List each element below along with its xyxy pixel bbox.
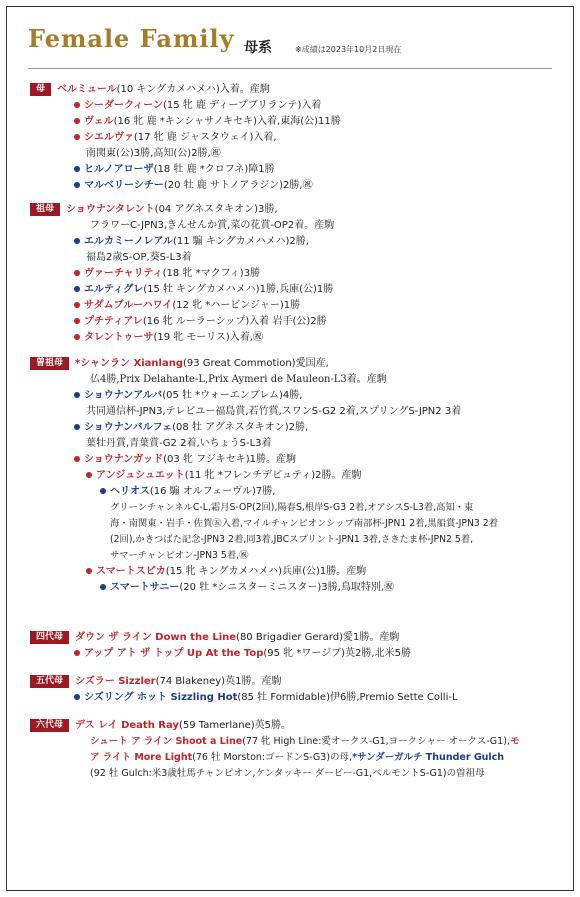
dam-child-name: マルベリーシチー [84,180,164,191]
helios-record: グリーンチャンネルC-L,霜月S-OP(2回),陽春S,根岸S-G3 2着,オアシスS-L3着,高知・東 [110,502,474,513]
great-child-name: ショウナンアルバ [84,390,163,401]
g5-name: シズラー Sizzler [75,676,156,687]
filly-dot-icon [86,472,92,478]
grandam-child [74,298,560,314]
section-great-grandam [30,356,560,624]
g4-child-detail: (95 牝 *ワージブ)英2勝,北米5勝 [263,648,411,659]
filly-dot-icon [74,102,80,108]
dam-child-detail: (15 牝 鹿 ディープブリランテ)入着 [163,100,322,111]
dam-child-name: シーダークィーン [84,100,163,111]
smart-sunny-line [100,580,560,596]
g5-child-name: シズリング ホット Sizzling Hot [84,692,238,703]
colt-dot-icon [100,584,106,590]
great-great-grandchildren [86,484,560,564]
g4-children [30,646,560,662]
filly-dot-icon [74,456,80,462]
great-child-detail: (08 牡 アグネスタキオン)2勝, [172,422,309,433]
g6-text-detail: (76 牡 Morston:ゴードンS-G3)の母, [192,752,353,763]
great-child-detail: (03 牝 フジキセキ)1勝。産駒 [163,454,296,465]
g4-child [74,646,560,662]
dam-line [30,82,560,98]
g6-horse-name: モ [509,736,520,747]
g5-child-detail: (85 牡 Formidable)伊6勝,Premio Sette Colli-L [237,692,458,703]
grandam-child-detail: (11 騸 キングカメハメハ)2勝, [173,236,309,247]
smart-spica-children [86,580,560,596]
pedigree-content [30,82,560,788]
dam-child [74,130,560,146]
grandam-child-detail: (12 牝 *ハービンジャー)1勝 [172,300,301,311]
filly-dot-icon [74,134,80,140]
grandam-name: ショウナンタレント [66,204,155,215]
colt-dot-icon [74,392,80,398]
section-g5 [30,674,560,712]
badge-g6: 六代母 [30,719,69,732]
colt-dot-icon [74,694,80,700]
colt-dot-icon [74,424,80,430]
grandam-cont: フラワーC-JPN3,きんせんか賞,菜の花賞-OP2着。産駒 [90,220,335,231]
dam-child-name: ヒルノアローザ [84,164,154,175]
smart-sunny-name: スマートサニー [110,582,180,593]
badge-dam: 母 [30,83,51,96]
great-grandchild-name: スマートスピカ [96,566,166,577]
dam-child [74,178,560,194]
colt-dot-icon [74,182,80,188]
dam-child-name: ヴェル [84,116,114,127]
g6-name: デス レイ Death Ray [75,720,179,731]
grandam-child [74,314,560,330]
header-rule [28,68,552,69]
smart-sunny-detail: (20 牡 *シニスターミニスター)3勝,鳥取特別,㊗ [179,582,395,593]
g6-text-detail: (77 牝 High Line:愛オークス-G1,ヨークシャー オークス-G1), [242,736,510,747]
great-child [74,452,560,468]
dam-child-detail: (18 牡 鹿 *クロフネ)障1勝 [153,164,275,175]
grandam-child-name: エルティグレ [84,284,144,295]
section-g4 [30,630,560,668]
helios-record: サマーチャンピオン-JPN3 5着,㊗ [110,550,249,561]
great-grandam-name: *シャンラン Xianlang [75,358,183,369]
great-grandchild-name: アンジュシュエット [96,470,185,481]
page-subtitle: 母系 [244,40,272,56]
great-grandchild-detail: (11 牝 *フレンチデピュティ)2勝。産駒 [184,470,362,481]
grandam-children [30,234,560,346]
dam-child-detail: (17 牝 鹿 ジャスタウェイ)入着, [133,132,277,143]
helios-line [100,484,560,500]
grandam-child-detail: (16 牝 ルーラーシップ)入着 岩手(公)2勝 [142,316,327,327]
badge-g4: 四代母 [30,631,69,644]
g6-text-line [90,750,560,766]
badge-g5: 五代母 [30,675,69,688]
colt-dot-icon [74,286,80,292]
date-note: ※成績は2023年10月2日現在 [295,45,402,54]
grandam-child [74,282,560,298]
g6-text-line [90,766,560,782]
colt-dot-icon [100,488,106,494]
section-dam [30,82,560,196]
filly-dot-icon [74,270,80,276]
grandam-child-detail: (15 牡 キングカメハメハ)1勝,兵庫(公)1勝 [143,284,334,295]
helios-detail: (16 騸 オルフェーヴル)7勝, [149,486,276,497]
g6-horse-name: シュート ア ライン Shoot a Line [90,736,243,747]
great-child-name: ショウナンバルフェ [84,422,173,433]
helios-record: 海・南関東・岩手・佐賀㊄入着,マイルチャンピオンシップ南部杯-JPN1 2着,黒船賞-JPN3 2着 [110,518,499,529]
grandam-child-name: エルカミーノレアル [84,236,173,247]
dam-child-cont: 南関東(公)3勝,高知(公)2勝,㊗ [86,148,221,159]
section-grandam [30,202,560,350]
helios-name: ヘリオス [110,486,150,497]
g6-text [30,734,560,782]
badge-great-grandam: 曽祖母 [30,357,69,370]
g4-child-name: アップ アト ザ トップ Up At the Top [84,648,264,659]
grandam-child-detail: (18 牝 *マクフィ)3勝 [162,268,261,279]
dam-child-detail: (16 牝 鹿 *キンシャサノキセキ)入着,東海(公)11勝 [113,116,341,127]
grandam-line [30,202,560,218]
g6-text-line [90,734,560,750]
g4-detail: (80 Brigadier Gerard)愛1勝。産駒 [236,632,400,643]
great-child-detail: (05 牡 *ウォーエンブレム)4勝, [162,390,303,401]
filly-dot-icon [74,318,80,324]
filly-dot-icon [74,650,80,656]
filly-dot-icon [74,302,80,308]
grandam-child-detail: (19 牝 モーリス)入着,㊗ [153,332,263,343]
grandam-child-name: ヴァーチャリティ [84,268,163,279]
great-grandam-line [30,356,560,372]
filly-dot-icon [74,118,80,124]
section-g6 [30,718,560,782]
dam-child-name: シエルヴァ [84,132,134,143]
grandam-child [74,330,560,346]
g4-line [30,630,560,646]
dam-name: ベルミュール [57,84,117,95]
page-title: Female Family [28,24,235,53]
great-child [74,420,560,436]
great-grandchild [86,468,560,484]
page-header [28,24,235,53]
dam-child [74,98,560,114]
dam-child [74,162,560,178]
grandam-child-name: タレントゥーサ [84,332,154,343]
great-child [74,388,560,404]
helios-record: (2回),かきつばた記念-JPN3 2着,同3着,JBCスプリント-JPN1 3着,さきたま杯-JPN2 5着, [110,534,474,545]
grandam-child-name: サダムブルーハワイ [84,300,173,311]
great-child-cont: 葉牡丹賞,青葉賞-G2 2着,いちょうS-L3着 [86,438,272,449]
g5-child [74,690,560,706]
great-grandam-detail: (93 Great Commotion)愛国産, [183,358,329,369]
g6-text-detail: (92 牡 Gulch:米3歳牡馬チャンピオン,ケンタッキー ダービー-G1,ベルモントS-G1)の曽祖母 [90,768,485,779]
g4-name: ダウン ザ ライン Down the Line [75,632,237,643]
g6-horse-name: ア ライト More Light [90,752,193,763]
great-grandam-cont: 仏4勝,Prix Delahante-L,Prix Aymeri de Mauleon-L3着。産駒 [90,374,387,385]
g5-line [30,674,560,690]
great-grandam-children [30,388,560,596]
grandam-child [74,266,560,282]
grandam-detail: (04 アグネスタキオン)3勝, [154,204,278,215]
g5-children [30,690,560,706]
dam-child [74,114,560,130]
filly-dot-icon [86,568,92,574]
great-grandchildren [74,468,560,596]
g6-horse-name: *サンダーガルチ Thunder Gulch [352,752,505,763]
dam-detail: (10 キングカメハメハ)入着。産駒 [116,84,270,95]
colt-dot-icon [74,238,80,244]
grandam-child [74,234,560,250]
dam-children [30,98,560,194]
great-grandchild [86,564,560,580]
great-child-cont: 共同通信杯-JPN3,テレビユー福島賞,若竹賞,スワンS-G2 2着,スプリングS-JPN2 3着 [86,406,462,417]
great-grandchild-detail: (15 牝 キングカメハメハ)兵庫(公)1勝。産駒 [165,566,367,577]
g5-detail: (74 Blakeney)英1勝。産駒 [155,676,282,687]
great-child-name: ショウナンガッド [84,454,164,465]
grandam-child-name: プチティアレ [84,316,143,327]
colt-dot-icon [74,166,80,172]
g6-detail: (59 Tamerlane)英5勝。 [178,720,292,731]
g6-line [30,718,560,734]
filly-dot-icon [74,334,80,340]
dam-child-detail: (20 牡 鹿 サトノアラジン)2勝,㊗ [163,180,313,191]
badge-grandam: 祖母 [30,203,60,216]
grandam-child-cont: 福島2歳S-OP,葵S-L3着 [86,252,192,263]
